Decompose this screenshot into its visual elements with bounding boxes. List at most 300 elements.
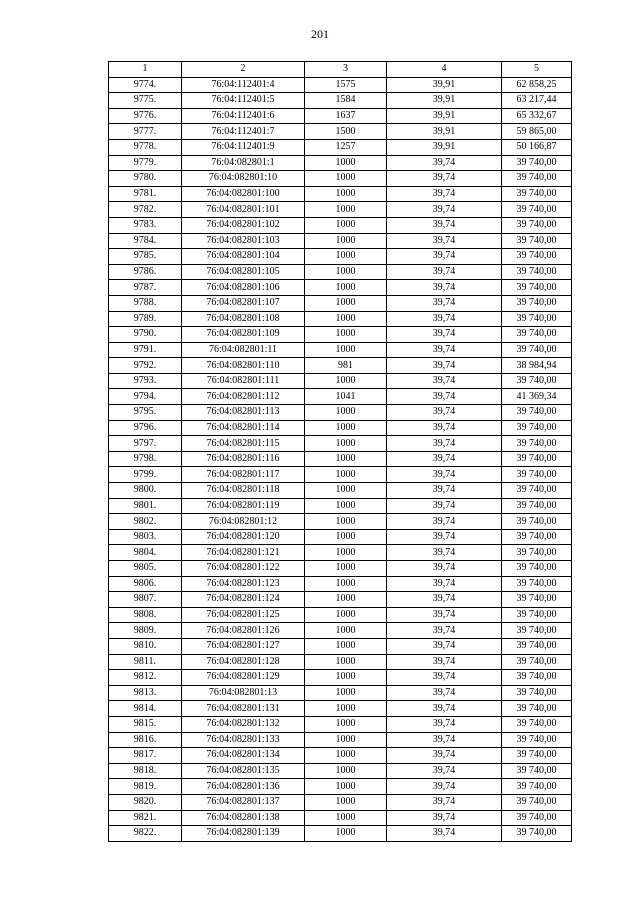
table-row — [109, 654, 572, 670]
amount-cell: 39 740,00 — [502, 186, 572, 202]
cadastral-number-cell: 76:04:112401:5 — [182, 93, 305, 109]
rate-cell: 39,74 — [387, 545, 502, 561]
area-cell: 1000 — [305, 155, 387, 171]
row-number-cell: 9807. — [109, 592, 182, 608]
cadastral-number-cell: 76:04:082801:107 — [182, 295, 305, 311]
row-number-cell: 9783. — [109, 217, 182, 233]
table-row — [109, 358, 572, 374]
area-cell: 1000 — [305, 436, 387, 452]
table-row — [109, 389, 572, 405]
rate-cell: 39,74 — [387, 373, 502, 389]
table-row — [109, 576, 572, 592]
table-row — [109, 311, 572, 327]
row-number-cell: 9786. — [109, 264, 182, 280]
rate-cell: 39,74 — [387, 155, 502, 171]
amount-cell: 39 740,00 — [502, 264, 572, 280]
amount-cell: 39 740,00 — [502, 171, 572, 187]
cadastral-number-cell: 76:04:082801:1 — [182, 155, 305, 171]
table-row — [109, 810, 572, 826]
amount-cell: 50 166,87 — [502, 139, 572, 155]
rate-cell: 39,74 — [387, 623, 502, 639]
row-number-cell: 9785. — [109, 249, 182, 265]
cadastral-number-cell: 76:04:112401:6 — [182, 108, 305, 124]
row-number-cell: 9821. — [109, 810, 182, 826]
rate-cell: 39,74 — [387, 327, 502, 343]
cadastral-number-cell: 76:04:082801:12 — [182, 514, 305, 530]
cadastral-number-cell: 76:04:112401:4 — [182, 77, 305, 93]
amount-cell: 39 740,00 — [502, 826, 572, 842]
row-number-cell: 9791. — [109, 342, 182, 358]
row-number-cell: 9796. — [109, 420, 182, 436]
amount-cell: 39 740,00 — [502, 483, 572, 499]
cadastral-number-cell: 76:04:082801:126 — [182, 623, 305, 639]
cadastral-number-cell: 76:04:082801:109 — [182, 327, 305, 343]
rate-cell: 39,74 — [387, 217, 502, 233]
amount-cell: 65 332,67 — [502, 108, 572, 124]
cadastral-number-cell: 76:04:112401:9 — [182, 139, 305, 155]
area-cell: 1000 — [305, 483, 387, 499]
area-cell: 1041 — [305, 389, 387, 405]
amount-cell: 39 740,00 — [502, 467, 572, 483]
row-number-cell: 9775. — [109, 93, 182, 109]
row-number-cell: 9802. — [109, 514, 182, 530]
row-number-cell: 9811. — [109, 654, 182, 670]
table-row — [109, 701, 572, 717]
row-number-cell: 9804. — [109, 545, 182, 561]
cadastral-number-cell: 76:04:082801:131 — [182, 701, 305, 717]
table-row — [109, 249, 572, 265]
table-row — [109, 171, 572, 187]
table-row — [109, 794, 572, 810]
column-header: 1 — [109, 62, 182, 78]
cadastral-number-cell: 76:04:082801:136 — [182, 779, 305, 795]
cadastral-number-cell: 76:04:082801:100 — [182, 186, 305, 202]
rate-cell: 39,74 — [387, 716, 502, 732]
area-cell: 1000 — [305, 280, 387, 296]
area-cell: 1000 — [305, 763, 387, 779]
table-row — [109, 561, 572, 577]
cadastral-number-cell: 76:04:082801:138 — [182, 810, 305, 826]
amount-cell: 39 740,00 — [502, 701, 572, 717]
row-number-cell: 9808. — [109, 607, 182, 623]
table-row — [109, 327, 572, 343]
cadastral-number-cell: 76:04:082801:135 — [182, 763, 305, 779]
amount-cell: 39 740,00 — [502, 155, 572, 171]
row-number-cell: 9789. — [109, 311, 182, 327]
amount-cell: 39 740,00 — [502, 405, 572, 421]
column-header: 5 — [502, 62, 572, 78]
area-cell: 1000 — [305, 373, 387, 389]
column-header: 4 — [387, 62, 502, 78]
amount-cell: 38 984,94 — [502, 358, 572, 374]
cadastral-number-cell: 76:04:082801:112 — [182, 389, 305, 405]
table-row — [109, 264, 572, 280]
cadastral-number-cell: 76:04:082801:115 — [182, 436, 305, 452]
area-cell: 1000 — [305, 264, 387, 280]
amount-cell: 39 740,00 — [502, 498, 572, 514]
row-number-cell: 9819. — [109, 779, 182, 795]
amount-cell: 39 740,00 — [502, 342, 572, 358]
area-cell: 1000 — [305, 249, 387, 265]
cadastral-number-cell: 76:04:082801:123 — [182, 576, 305, 592]
amount-cell: 39 740,00 — [502, 545, 572, 561]
row-number-cell: 9822. — [109, 826, 182, 842]
row-number-cell: 9812. — [109, 670, 182, 686]
rate-cell: 39,74 — [387, 249, 502, 265]
rate-cell: 39,74 — [387, 638, 502, 654]
cadastral-number-cell: 76:04:082801:10 — [182, 171, 305, 187]
row-number-cell: 9774. — [109, 77, 182, 93]
rate-cell: 39,74 — [387, 826, 502, 842]
rate-cell: 39,74 — [387, 779, 502, 795]
column-header: 2 — [182, 62, 305, 78]
cadastral-number-cell: 76:04:082801:105 — [182, 264, 305, 280]
area-cell: 1000 — [305, 498, 387, 514]
cadastral-number-cell: 76:04:082801:118 — [182, 483, 305, 499]
amount-cell: 39 740,00 — [502, 311, 572, 327]
area-cell: 1000 — [305, 670, 387, 686]
cadastral-number-cell: 76:04:082801:127 — [182, 638, 305, 654]
rate-cell: 39,74 — [387, 654, 502, 670]
table-row — [109, 529, 572, 545]
area-cell: 1000 — [305, 716, 387, 732]
table-row — [109, 436, 572, 452]
area-cell: 1000 — [305, 794, 387, 810]
rate-cell: 39,74 — [387, 358, 502, 374]
row-number-cell: 9792. — [109, 358, 182, 374]
rate-cell: 39,74 — [387, 685, 502, 701]
area-cell: 1000 — [305, 217, 387, 233]
rate-cell: 39,74 — [387, 420, 502, 436]
row-number-cell: 9798. — [109, 451, 182, 467]
amount-cell: 39 740,00 — [502, 638, 572, 654]
amount-cell: 39 740,00 — [502, 561, 572, 577]
row-number-cell: 9778. — [109, 139, 182, 155]
amount-cell: 39 740,00 — [502, 420, 572, 436]
area-cell: 1000 — [305, 171, 387, 187]
row-number-cell: 9780. — [109, 171, 182, 187]
amount-cell: 39 740,00 — [502, 202, 572, 218]
table-row — [109, 233, 572, 249]
table-row — [109, 124, 572, 140]
cadastral-number-cell: 76:04:082801:108 — [182, 311, 305, 327]
row-number-cell: 9817. — [109, 748, 182, 764]
row-number-cell: 9799. — [109, 467, 182, 483]
rate-cell: 39,91 — [387, 124, 502, 140]
table-row — [109, 670, 572, 686]
cadastral-number-cell: 76:04:082801:102 — [182, 217, 305, 233]
table-row — [109, 280, 572, 296]
amount-cell: 39 740,00 — [502, 732, 572, 748]
table-row — [109, 108, 572, 124]
amount-cell: 39 740,00 — [502, 748, 572, 764]
table-row — [109, 202, 572, 218]
cadastral-number-cell: 76:04:082801:13 — [182, 685, 305, 701]
cadastral-number-cell: 76:04:082801:117 — [182, 467, 305, 483]
area-cell: 1000 — [305, 451, 387, 467]
rate-cell: 39,74 — [387, 592, 502, 608]
table-row — [109, 451, 572, 467]
area-cell: 1000 — [305, 607, 387, 623]
table-row — [109, 217, 572, 233]
table-row — [109, 139, 572, 155]
rate-cell: 39,74 — [387, 389, 502, 405]
area-cell: 1000 — [305, 405, 387, 421]
rate-cell: 39,74 — [387, 701, 502, 717]
amount-cell: 41 369,34 — [502, 389, 572, 405]
data-table — [108, 61, 572, 842]
rate-cell: 39,74 — [387, 280, 502, 296]
amount-cell: 39 740,00 — [502, 373, 572, 389]
amount-cell: 39 740,00 — [502, 763, 572, 779]
rate-cell: 39,74 — [387, 483, 502, 499]
area-cell: 1500 — [305, 124, 387, 140]
area-cell: 1000 — [305, 186, 387, 202]
row-number-cell: 9818. — [109, 763, 182, 779]
area-cell: 1000 — [305, 638, 387, 654]
row-number-cell: 9782. — [109, 202, 182, 218]
amount-cell: 39 740,00 — [502, 233, 572, 249]
amount-cell: 39 740,00 — [502, 592, 572, 608]
row-number-cell: 9814. — [109, 701, 182, 717]
table-row — [109, 545, 572, 561]
rate-cell: 39,74 — [387, 451, 502, 467]
column-header: 3 — [305, 62, 387, 78]
rate-cell: 39,74 — [387, 732, 502, 748]
table-header-row — [109, 62, 572, 78]
amount-cell: 39 740,00 — [502, 514, 572, 530]
row-number-cell: 9797. — [109, 436, 182, 452]
cadastral-number-cell: 76:04:082801:103 — [182, 233, 305, 249]
amount-cell: 39 740,00 — [502, 654, 572, 670]
area-cell: 1000 — [305, 529, 387, 545]
row-number-cell: 9795. — [109, 405, 182, 421]
table-row — [109, 405, 572, 421]
amount-cell: 59 865,00 — [502, 124, 572, 140]
cadastral-number-cell: 76:04:082801:101 — [182, 202, 305, 218]
cadastral-number-cell: 76:04:082801:139 — [182, 826, 305, 842]
rate-cell: 39,74 — [387, 467, 502, 483]
area-cell: 1575 — [305, 77, 387, 93]
amount-cell: 62 858,25 — [502, 77, 572, 93]
table-row — [109, 467, 572, 483]
table-row — [109, 373, 572, 389]
area-cell: 1000 — [305, 327, 387, 343]
table-row — [109, 607, 572, 623]
row-number-cell: 9820. — [109, 794, 182, 810]
page-number: 201 — [311, 27, 329, 41]
cadastral-number-cell: 76:04:082801:134 — [182, 748, 305, 764]
table-row — [109, 685, 572, 701]
table-row — [109, 716, 572, 732]
amount-cell: 39 740,00 — [502, 280, 572, 296]
area-cell: 1000 — [305, 779, 387, 795]
cadastral-number-cell: 76:04:082801:111 — [182, 373, 305, 389]
cadastral-number-cell: 76:04:082801:104 — [182, 249, 305, 265]
table-row — [109, 826, 572, 842]
cadastral-number-cell: 76:04:082801:128 — [182, 654, 305, 670]
amount-cell: 39 740,00 — [502, 249, 572, 265]
cadastral-number-cell: 76:04:082801:129 — [182, 670, 305, 686]
table-row — [109, 623, 572, 639]
amount-cell: 39 740,00 — [502, 779, 572, 795]
row-number-cell: 9810. — [109, 638, 182, 654]
rate-cell: 39,74 — [387, 794, 502, 810]
rate-cell: 39,74 — [387, 171, 502, 187]
row-number-cell: 9794. — [109, 389, 182, 405]
amount-cell: 39 740,00 — [502, 810, 572, 826]
amount-cell: 39 740,00 — [502, 295, 572, 311]
table-row — [109, 342, 572, 358]
row-number-cell: 9790. — [109, 327, 182, 343]
row-number-cell: 9793. — [109, 373, 182, 389]
rate-cell: 39,74 — [387, 405, 502, 421]
rate-cell: 39,74 — [387, 607, 502, 623]
cadastral-number-cell: 76:04:082801:11 — [182, 342, 305, 358]
row-number-cell: 9781. — [109, 186, 182, 202]
table-body — [109, 77, 572, 841]
cadastral-number-cell: 76:04:082801:121 — [182, 545, 305, 561]
cadastral-number-cell: 76:04:082801:132 — [182, 716, 305, 732]
amount-cell: 39 740,00 — [502, 607, 572, 623]
rate-cell: 39,74 — [387, 202, 502, 218]
table-row — [109, 420, 572, 436]
area-cell: 1000 — [305, 701, 387, 717]
rate-cell: 39,74 — [387, 561, 502, 577]
table-row — [109, 748, 572, 764]
area-cell: 1000 — [305, 514, 387, 530]
row-number-cell: 9776. — [109, 108, 182, 124]
area-cell: 1000 — [305, 342, 387, 358]
area-cell: 1000 — [305, 467, 387, 483]
row-number-cell: 9815. — [109, 716, 182, 732]
amount-cell: 39 740,00 — [502, 217, 572, 233]
table-row — [109, 592, 572, 608]
rate-cell: 39,74 — [387, 748, 502, 764]
table-row — [109, 295, 572, 311]
area-cell: 1584 — [305, 93, 387, 109]
rate-cell: 39,74 — [387, 810, 502, 826]
cadastral-number-cell: 76:04:082801:106 — [182, 280, 305, 296]
table-row — [109, 93, 572, 109]
amount-cell: 63 217,44 — [502, 93, 572, 109]
row-number-cell: 9777. — [109, 124, 182, 140]
cadastral-number-cell: 76:04:082801:114 — [182, 420, 305, 436]
rate-cell: 39,74 — [387, 529, 502, 545]
area-cell: 1000 — [305, 748, 387, 764]
amount-cell: 39 740,00 — [502, 716, 572, 732]
rate-cell: 39,74 — [387, 342, 502, 358]
amount-cell: 39 740,00 — [502, 436, 572, 452]
area-cell: 1000 — [305, 685, 387, 701]
area-cell: 981 — [305, 358, 387, 374]
table-row — [109, 155, 572, 171]
row-number-cell: 9805. — [109, 561, 182, 577]
row-number-cell: 9816. — [109, 732, 182, 748]
row-number-cell: 9806. — [109, 576, 182, 592]
cadastral-number-cell: 76:04:082801:137 — [182, 794, 305, 810]
area-cell: 1000 — [305, 233, 387, 249]
rate-cell: 39,91 — [387, 139, 502, 155]
area-cell: 1000 — [305, 561, 387, 577]
area-cell: 1000 — [305, 576, 387, 592]
amount-cell: 39 740,00 — [502, 327, 572, 343]
area-cell: 1000 — [305, 810, 387, 826]
cadastral-number-cell: 76:04:082801:122 — [182, 561, 305, 577]
row-number-cell: 9803. — [109, 529, 182, 545]
area-cell: 1637 — [305, 108, 387, 124]
rate-cell: 39,74 — [387, 186, 502, 202]
rate-cell: 39,91 — [387, 93, 502, 109]
row-number-cell: 9788. — [109, 295, 182, 311]
row-number-cell: 9813. — [109, 685, 182, 701]
table-row — [109, 514, 572, 530]
rate-cell: 39,74 — [387, 514, 502, 530]
amount-cell: 39 740,00 — [502, 451, 572, 467]
row-number-cell: 9787. — [109, 280, 182, 296]
table-row — [109, 763, 572, 779]
rate-cell: 39,91 — [387, 77, 502, 93]
cadastral-number-cell: 76:04:082801:133 — [182, 732, 305, 748]
cadastral-number-cell: 76:04:112401:7 — [182, 124, 305, 140]
table-row — [109, 498, 572, 514]
rate-cell: 39,74 — [387, 763, 502, 779]
area-cell: 1000 — [305, 202, 387, 218]
amount-cell: 39 740,00 — [502, 529, 572, 545]
area-cell: 1000 — [305, 420, 387, 436]
cadastral-number-cell: 76:04:082801:124 — [182, 592, 305, 608]
table-row — [109, 638, 572, 654]
area-cell: 1000 — [305, 592, 387, 608]
area-cell: 1000 — [305, 295, 387, 311]
rate-cell: 39,74 — [387, 311, 502, 327]
rate-cell: 39,74 — [387, 436, 502, 452]
rate-cell: 39,74 — [387, 670, 502, 686]
rate-cell: 39,74 — [387, 295, 502, 311]
table-row — [109, 779, 572, 795]
table-row — [109, 483, 572, 499]
rate-cell: 39,74 — [387, 264, 502, 280]
cadastral-number-cell: 76:04:082801:120 — [182, 529, 305, 545]
area-cell: 1000 — [305, 311, 387, 327]
row-number-cell: 9779. — [109, 155, 182, 171]
rate-cell: 39,74 — [387, 233, 502, 249]
amount-cell: 39 740,00 — [502, 623, 572, 639]
rate-cell: 39,74 — [387, 498, 502, 514]
area-cell: 1000 — [305, 732, 387, 748]
area-cell: 1000 — [305, 623, 387, 639]
cadastral-number-cell: 76:04:082801:125 — [182, 607, 305, 623]
amount-cell: 39 740,00 — [502, 794, 572, 810]
area-cell: 1000 — [305, 826, 387, 842]
cadastral-number-cell: 76:04:082801:116 — [182, 451, 305, 467]
cadastral-number-cell: 76:04:082801:110 — [182, 358, 305, 374]
table-row — [109, 732, 572, 748]
row-number-cell: 9784. — [109, 233, 182, 249]
row-number-cell: 9800. — [109, 483, 182, 499]
cadastral-number-cell: 76:04:082801:119 — [182, 498, 305, 514]
amount-cell: 39 740,00 — [502, 670, 572, 686]
table-row — [109, 186, 572, 202]
amount-cell: 39 740,00 — [502, 576, 572, 592]
row-number-cell: 9809. — [109, 623, 182, 639]
rate-cell: 39,91 — [387, 108, 502, 124]
area-cell: 1000 — [305, 545, 387, 561]
area-cell: 1257 — [305, 139, 387, 155]
row-number-cell: 9801. — [109, 498, 182, 514]
amount-cell: 39 740,00 — [502, 685, 572, 701]
cadastral-number-cell: 76:04:082801:113 — [182, 405, 305, 421]
